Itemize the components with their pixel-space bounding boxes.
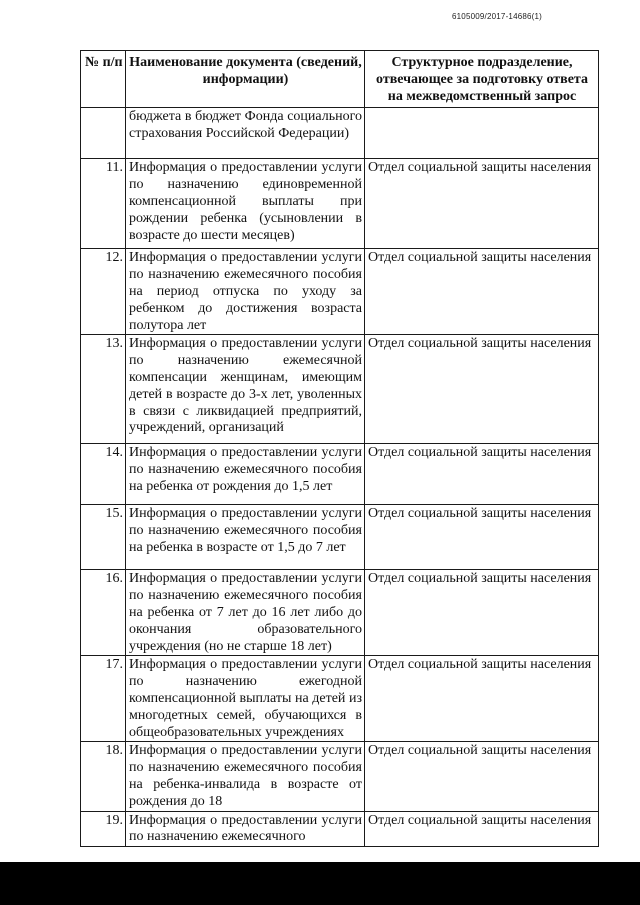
row-number: 18. [81,742,126,811]
row-document: Информация о предоставлении услуги по назначению ежегодной компенсационной выплаты на детей из многодетных семей, обучающихся в общеобразовательных учреждениях [126,656,365,742]
row-number: 16. [81,570,126,656]
table-row [81,505,599,570]
table-row [81,570,599,656]
row-department: Отдел социальной защиты населения [365,570,599,656]
row-document: Информация о предоставлении услуги по назначению ежемесячного пособия на ребенка от рождения до 1,5 лет [126,444,365,505]
table-row [81,108,599,159]
row-department: Отдел социальной защиты населения [365,159,599,249]
row-department: Отдел социальной защиты населения [365,742,599,811]
table-header-row [81,51,599,108]
row-document: Информация о предоставлении услуги по назначению ежемесячного [126,811,365,847]
row-number: 17. [81,656,126,742]
row-department: Отдел социальной защиты населения [365,249,599,335]
table-row [81,742,599,811]
row-department: Отдел социальной защиты населения [365,811,599,847]
row-number: 11. [81,159,126,249]
row-department: Отдел социальной защиты населения [365,505,599,570]
row-number: 12. [81,249,126,335]
header-document-name: Наименование документа (сведений, информации) [126,51,365,108]
row-document: Информация о предоставлении услуги по назначению ежемесячного пособия на ребенка-инвалида в возрасте от рождения до 18 [126,742,365,811]
header-number: № п/п [81,51,126,108]
row-number: 15. [81,505,126,570]
row-department: Отдел социальной защиты населения [365,444,599,505]
row-department [365,108,599,159]
scan-bottom-border [0,862,640,905]
row-document: Информация о предоставлении услуги по назначению единовременной компенсационной выплаты при рождении ребенка (усыновлении в возрасте до шести месяцев) [126,159,365,249]
row-number: 13. [81,335,126,444]
document-id: 6105009/2017-14686(1) [452,12,543,21]
table-row [81,811,599,847]
row-document: бюджета в бюджет Фонда социального страхования Российской Федерации) [126,108,365,159]
row-department: Отдел социальной защиты населения [365,335,599,444]
header-department: Структурное подразделение, отвечающее за подготовку ответа на межведомственный запрос [365,51,599,108]
table-row [81,335,599,444]
table-row [81,249,599,335]
document-registry-table [80,50,599,847]
table-row [81,656,599,742]
row-document: Информация о предоставлении услуги по назначению ежемесячного пособия на период отпуска по уходу за ребенком до достижения возраста полутора лет [126,249,365,335]
row-document: Информация о предоставлении услуги по назначению ежемесячной компенсации женщинам, имеющим детей в возрасте до 3-х лет, уволенных в связи с ликвидацией предприятий, учреждений, организаций [126,335,365,444]
row-document: Информация о предоставлении услуги по назначению ежемесячного пособия на ребенка от 7 лет до 16 лет либо до окончания образовательного учреждения (но не старше 18 лет) [126,570,365,656]
row-department: Отдел социальной защиты населения [365,656,599,742]
table-row [81,444,599,505]
row-number: 19. [81,811,126,847]
row-number [81,108,126,159]
row-document: Информация о предоставлении услуги по назначению ежемесячного пособия на ребенка в возрасте от 1,5 до 7 лет [126,505,365,570]
table-row [81,159,599,249]
row-number: 14. [81,444,126,505]
